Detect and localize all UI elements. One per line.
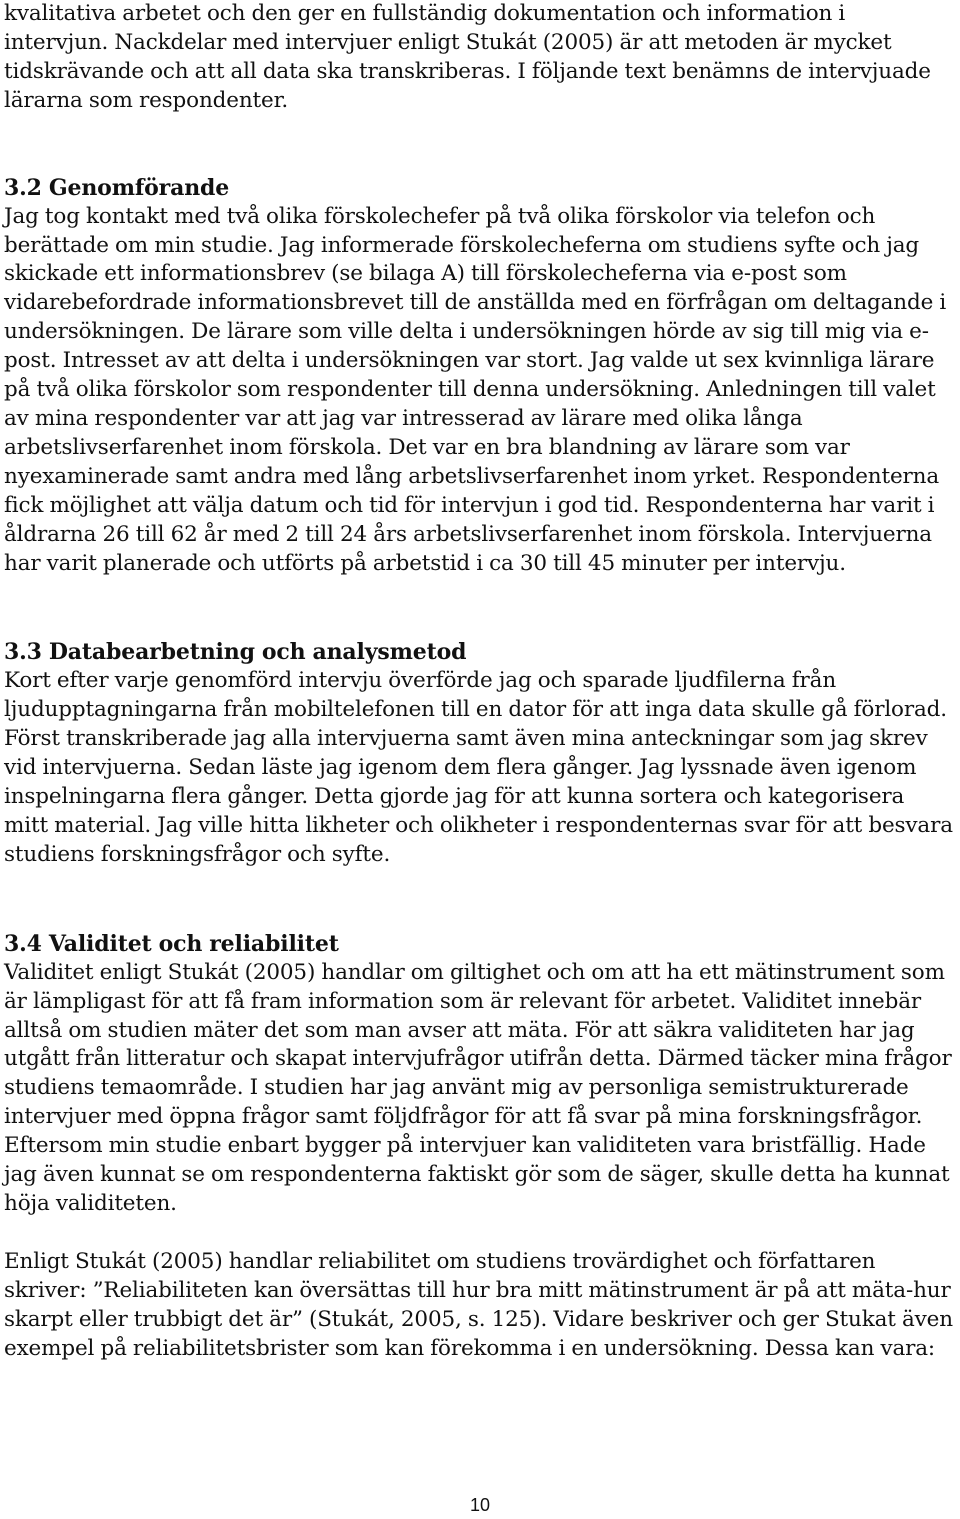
document-page (4, 0, 954, 1364)
section-paragraph: Enligt Stukát (2005) handlar reliabilitet om studiens trovärdighet och författaren skriver: ”Reliabiliteten kan översättas till hur bra mitt mätinstrument är på att mäta-hur skarpt eller trubbigt det är” (Stukát, 2005, s. 125). Vidare beskriver och ger Stukat även exempel på reliabilitetsbrister som kan förekomma i en undersökning. Dessa kan vara: (4, 1248, 953, 1361)
section-paragraph: Kort efter varje genomförd intervju överförde jag och sparade ljudfilerna från ljudupptagningarna från mobiltelefonen till en dator för att inga data skulle gå förlorad. Först transkriberade jag alla intervjuerna samt även mina anteckningar som jag skrev vid intervjuerna. Sedan läste jag igenom dem flera gånger. Jag lyssnade även igenom inspelningarna flera gånger. Detta gjorde jag för att kunna sortera och kategorisera mitt material. Jag ville hitta likheter och olikheter i respondenternas svar för att besvara studiens forskningsfrågor och syfte. (4, 668, 953, 867)
spacer (4, 1219, 954, 1248)
section-heading: 3.2 Genomförande (4, 174, 230, 201)
page-number: 10 (469, 1495, 491, 1515)
section-validitet (4, 930, 954, 1364)
spacer (4, 870, 954, 930)
section-heading: 3.3 Databearbetning och analysmetod (4, 639, 467, 666)
section-paragraph: Jag tog kontakt med två olika förskolechefer på två olika förskolor via telefon och berättade om min studie. Jag informerade förskolecheferna om studiens syfte och jag skickade ett informationsbrev (se bilaga A) till förskolecheferna via e-post som vidarebefordrade informationsbrevet till de anställda med en förfrågan om deltagande i undersökningen. De lärare som ville delta i undersökningen hörde av sig till mig via e-post. Intresset av att delta i undersökningen var stort. Jag valde ut sex kvinnliga lärare på två olika förskolor som respondenter till denna undersökning. Anledningen till valet av mina respondenter var att jag var intresserad av lärare med olika långa arbetslivserfarenhet inom förskola. Det var en bra blandning av lärare som var nyexaminerade samt andra med lång arbetslivserfarenhet inom yrket. Respondenterna fick möjlighet att välja datum och tid för intervjun i god tid. Respondenterna har varit i åldrarna 26 till 62 år med 2 till 24 års arbetslivserfarenhet inom förskola. Intervjuerna har varit planerade och utförts på arbetstid i ca 30 till 45 minuter per intervju. (4, 203, 947, 576)
section-databearbetning (4, 638, 954, 869)
intro-paragraph: kvalitativa arbetet och den ger en fullständig dokumentation och information i intervjun. Nackdelar med intervjuer enligt Stukát (2005) är att metoden är mycket tidskrävande och att all data ska transkriberas. I följande text benämns de intervjuade lärarna som respondenter. (4, 1, 931, 113)
section-genomforande (4, 174, 954, 579)
section-paragraph: Validitet enligt Stukát (2005) handlar om giltighet och om att ha ett mätinstrument som är lämpligast för att få fram information som är relevant för arbetet. Validitet innebär alltså om studien mäter det som man avser att mäta. För att säkra validiteten har jag utgått från litteratur och skapat intervjufrågor utifrån detta. Därmed täcker mina frågor studiens temaområde. I studien har jag använt mig av personliga semistrukturerade intervjuer med öppna frågor samt följdfrågor för att få svar på mina forskningsfrågor. Eftersom min studie enbart bygger på intervjuer kan validiteten vara bristfällig. Hade jag även kunnat se om respondenterna faktiskt gör som de säger, skulle detta ha kunnat höja validiteten. (4, 959, 952, 1216)
spacer (4, 578, 954, 638)
section-heading: 3.4 Validitet och reliabilitet (4, 930, 339, 957)
spacer (4, 116, 954, 174)
